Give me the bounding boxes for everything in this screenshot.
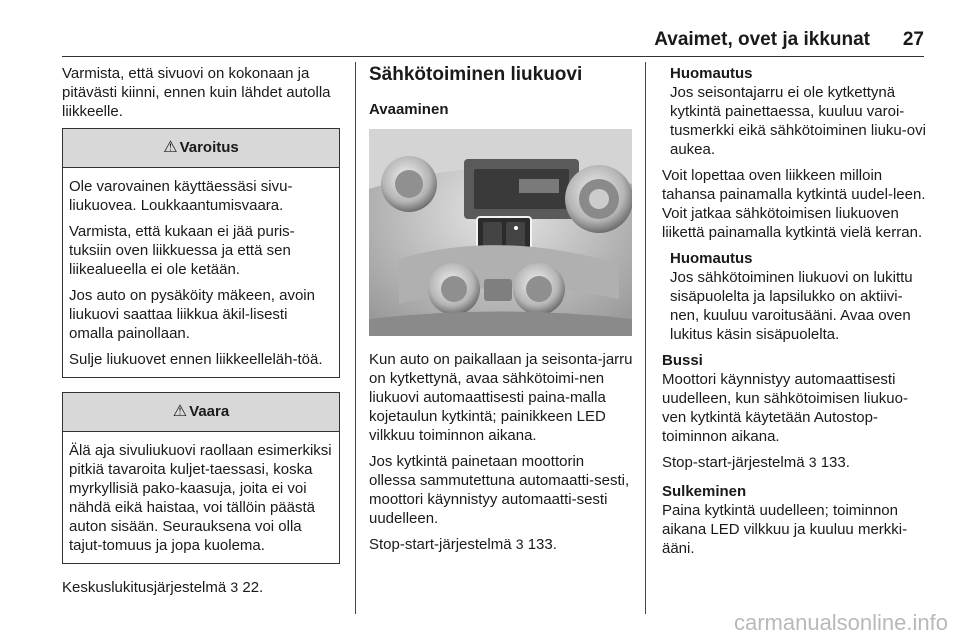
cross-reference[interactable]: Keskuslukitusjärjestelmä 3 22.	[62, 579, 264, 596]
page-header	[0, 0, 960, 58]
body-paragraph: Voit lopettaa oven liikkeen milloin tahansa painamalla kytkintä uudel-leen. Voit jatkaa sähkötoimisen liukuoven liikettä painamalla kytkintä vielä kerran.	[662, 167, 926, 241]
warning-body	[63, 168, 339, 377]
note-box	[662, 64, 930, 159]
warning-triangle-icon: ⚠	[172, 403, 188, 420]
warning-box	[62, 128, 340, 378]
page-ref-arrow-icon: 3	[808, 454, 817, 470]
page-number: 27	[902, 29, 924, 50]
intro-text: Varmista, että sivuovi on kokonaan ja pitävästi kiinni, ennen kuin lähdet autolla liikkeelle.	[62, 65, 331, 120]
warning-header	[63, 129, 339, 168]
bussi-title: Bussi	[662, 352, 703, 369]
page-ref-arrow-icon: 3	[515, 536, 524, 552]
section-title: Sähkötoiminen liukuovi	[369, 64, 583, 85]
danger-body	[63, 432, 339, 563]
note-title: Huomautus	[670, 65, 753, 82]
header-rule	[62, 56, 924, 57]
closing-title: Sulkeminen	[662, 483, 747, 500]
note-box	[662, 249, 930, 344]
subsection-title: Avaaminen	[369, 101, 449, 118]
dashboard-switch-photo	[369, 129, 632, 336]
danger-paragraph: Älä aja sivuliukuovi raollaan esimerkiksi pitkiä tavaroita kuljet-taessasi, koska myrkyllisiä pako-kaasuja, joita ei voi nähdä eikä haistaa, voi tällöin päästä auton sisään. Seurauksena voi olla tajut-tomuus ja jopa kuolema.	[69, 442, 332, 554]
watermark: carmanualsonline.info	[733, 610, 948, 635]
note-text: Jos seisontajarru ei ole kytkettynä kytkintä painettaessa, kuuluu varoi-tusmerkki eikä sähkötoiminen liuku-ovi aukea.	[670, 84, 926, 158]
page-ref-arrow-icon: 3	[230, 579, 239, 595]
warning-paragraph: Varmista, että kukaan ei jää puris-tuksiin oven liikkuessa ja että sen liikealueella ei ole ketään.	[69, 223, 295, 278]
warning-paragraph: Sulje liukuovet ennen liikkeelleläh-töä.	[69, 351, 323, 368]
body-paragraph: Kun auto on paikallaan ja seisonta-jarru on kytkettynä, avaa sähkötoimi-nen liukuovi automaattisesti paina-malla kojetaulun kytkintä; painikkeen LED vilkkuu toiminnon aikana.	[369, 351, 633, 444]
note-text: Jos sähkötoiminen liukuovi on lukittu sisäpuolelta ja lapsilukko on aktiivi-nen, kuuluu varoitusääni. Avaa oven lukitus käsin sisäpuolelta.	[670, 269, 913, 343]
note-title: Huomautus	[670, 250, 753, 267]
cross-reference[interactable]: Stop-start-järjestelmä 3 133.	[369, 536, 557, 553]
body-paragraph: Jos kytkintä painetaan moottorin ollessa sammutettuna automaatti-sesti, moottori käynnistyy automaatti-sesti uudelleen.	[369, 453, 630, 527]
danger-box	[62, 392, 340, 564]
cross-reference[interactable]: Stop-start-järjestelmä 3 133.	[662, 454, 850, 471]
danger-title: Vaara	[189, 403, 230, 420]
column-divider	[355, 62, 356, 614]
warning-paragraph: Jos auto on pysäköity mäkeen, avoin liukuovi saattaa liikkua äkil-lisesti omalla painollaan.	[69, 287, 315, 342]
warning-title: Varoitus	[179, 139, 239, 156]
column-divider	[645, 62, 646, 614]
bussi-text: Moottori käynnistyy automaattisesti uudelleen, kun sähkötoimisen liukuo-ven kytkintä käytetään Autostop-toiminnon aikana.	[662, 371, 908, 445]
warning-triangle-icon: ⚠	[163, 139, 178, 156]
closing-text: Paina kytkintä uudelleen; toiminnon aikana LED vilkkuu ja kuuluu merkki-ääni.	[662, 502, 908, 557]
column-right	[662, 64, 930, 565]
column-middle	[369, 64, 634, 561]
column-left	[62, 64, 340, 604]
warning-paragraph: Ole varovainen käyttäessäsi sivu-liukuovea. Loukkaantumisvaara.	[69, 178, 293, 214]
danger-header	[63, 393, 339, 432]
page-title: Avaimet, ovet ja ikkunat	[654, 29, 870, 50]
